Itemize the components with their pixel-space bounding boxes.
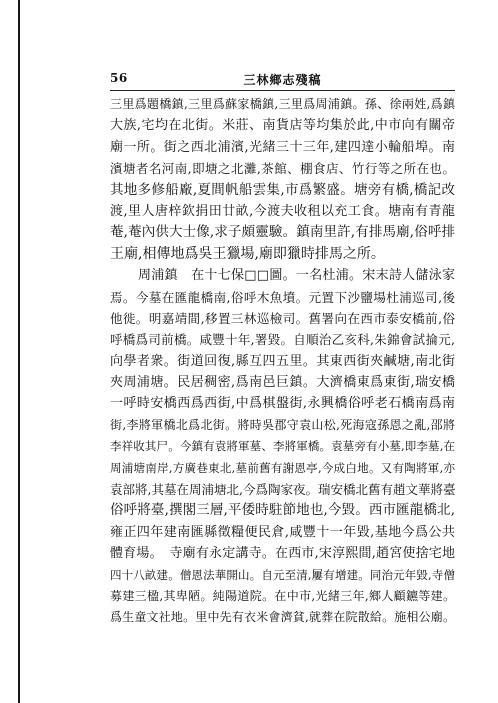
text-line: 俗呼將臺,撰閣三層,平倭時駐節地也,今毀。西市匯龍橋北, xyxy=(110,502,455,519)
running-title: 三林鄉志殘稿 xyxy=(243,73,322,87)
text-line: 菴,菴內供大士像,求子頗靈驗。鎮南里許,有排馬廟,俗呼排 xyxy=(110,224,455,241)
page-number: 56 xyxy=(110,71,128,85)
text-line: 向學者衆。街道回復,縣互四五里。其東西街夾鹹塘,南北街 xyxy=(110,353,455,369)
text-line: 夾周浦塘。民居稠密,爲南邑巨鎮。大濟橋東爲東街,瑞安橋 xyxy=(110,375,455,391)
header-rule xyxy=(110,90,455,91)
text-line: 大族,宅均在北街。米莊、南貨店等均集於此,中市向有關帝 xyxy=(110,118,455,134)
text-line: 焉。今墓在匯龍橋南,俗呼木魚墳。元置下沙鹽場杜浦巡司,後 xyxy=(110,289,455,305)
text-line: 濱塘者名河南,即塘之北灘,茶館、棚食店、竹行等之所在也。 xyxy=(110,161,455,177)
text-line: 李祥收其尸。今鎮有袁將軍墓、李將軍橋。袁墓旁有小墓,即李墓,在 xyxy=(110,439,455,454)
text-line: 三里爲題橋鎮,三里爲蘇家橋鎮,三里爲周浦鎮。孫、徐兩姓,爲鎮 xyxy=(110,97,455,111)
text-line: 他徙。明嘉靖間,移置三林巡檢司。舊署向在西市泰安橋前,俗 xyxy=(110,310,455,326)
page-spine-edge xyxy=(18,0,20,703)
text-line: 一呼時安橋西爲西街,中爲棋盤街,永興橋俗呼老石橋南爲南 xyxy=(110,396,455,412)
text-line: 袁部將,其墓在周浦塘北,今爲陶家夜。瑞安橋北舊有趙文華將臺 xyxy=(110,482,455,498)
text-line: 募建三楹,其卑陋。純陽道院。在中市,光緒三年,鄉人顧鑣等建。 xyxy=(110,588,455,603)
text-line: 周浦塘南岸,方廣巷東北,墓前舊有謝恩亭,今成白地。又有陶將軍,亦 xyxy=(110,460,455,475)
page-header xyxy=(110,71,455,89)
body-text xyxy=(110,94,455,629)
text-line: 其地多修船廠,夏間帆船雲集,市爲繁盛。塘旁有橋,橋記改 xyxy=(110,181,455,198)
text-line: 王廟,相傳地爲吳王獵場,廟即獵時排馬之所。 xyxy=(110,245,385,262)
text-line: 廟一所。街之西北浦濱,光緒三十三年,建四達小輪船埠。南 xyxy=(110,139,455,155)
text-line: 街,李將軍橋北爲北街。將時吳郡守袁山松,死海寇孫恩之亂,邵將 xyxy=(110,417,455,432)
text-line: 四十八畝建。僧恩法華開山。自元至清,屢有增建。同治元年毀,寺僧 xyxy=(110,567,455,582)
text-line: 雍正四年建南匯縣徵糧便民倉,咸豐十一年毀,基地今爲公共 xyxy=(110,524,455,540)
text-line: 呼橋爲司前橋。咸豐十年,署毀。自順治乙亥科,朱錦會試掄元, xyxy=(110,332,455,348)
text-line: 渡,里人唐梓欽捐田廿畝,今渡夫收租以充工食。塘南有青龍 xyxy=(110,203,455,219)
text-line: 爲生童文社地。里中先有衣米會濟貧,就葬在院散給。施相公廟。 xyxy=(110,610,455,625)
text-line: 體育場。 寺廟有永定講寺。在西市,宋淳熙間,趙宮使捨宅地 xyxy=(110,546,455,562)
section-heading-line: 周浦鎮 在十七保□□圖。一名杜浦。宋末詩人儲泳家 xyxy=(138,268,455,284)
